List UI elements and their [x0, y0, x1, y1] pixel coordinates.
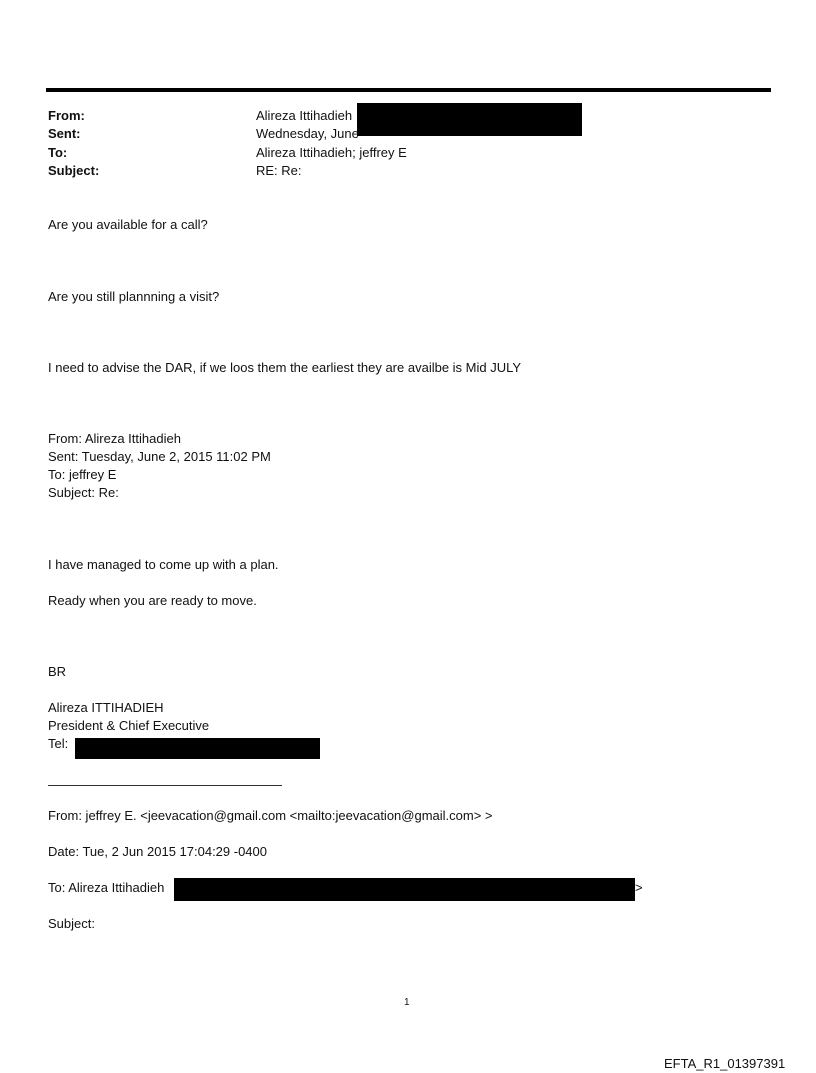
- quoted2-to-tail: >: [635, 880, 643, 895]
- document-id: EFTA_R1_01397391: [664, 1056, 786, 1071]
- from-value: Alireza Ittihadieh: [256, 108, 353, 123]
- header-top-rule: [46, 88, 771, 92]
- sent-label: Sent:: [48, 126, 81, 141]
- body-line: I need to advise the DAR, if we loos them the earliest they are availbe is Mid JULY: [48, 360, 522, 375]
- signature-br: BR: [48, 664, 67, 679]
- quoted2-date: Date: Tue, 2 Jun 2015 17:04:29 -0400: [48, 844, 268, 859]
- quoted-subject: Subject: Re:: [48, 485, 119, 500]
- quoted-from: From: Alireza Ittihadieh: [48, 431, 181, 446]
- quoted2-to: To: Alireza Ittihadieh: [48, 880, 165, 895]
- from-label: From:: [48, 108, 85, 123]
- to-label: To:: [48, 145, 68, 160]
- page-number: 1: [404, 997, 410, 1008]
- signature-title: President & Chief Executive: [48, 718, 210, 733]
- redaction-box: [75, 738, 320, 759]
- sent-value: Wednesday, June: [256, 126, 359, 141]
- body-line: Are you available for a call?: [48, 217, 208, 232]
- signature-name: Alireza ITTIHADIEH: [48, 700, 164, 715]
- signature-tel: Tel:: [48, 736, 69, 751]
- to-value: Alireza Ittihadieh; jeffrey E: [256, 145, 407, 160]
- quoted2-from: From: jeffrey E. <jeevacation@gmail.com <mailto:jeevacation@gmail.com> >: [48, 808, 493, 823]
- body-line: Are you still plannning a visit?: [48, 289, 220, 304]
- message-line: Ready when you are ready to move.: [48, 593, 257, 608]
- subject-label: Subject:: [48, 163, 100, 178]
- quoted-sent: Sent: Tuesday, June 2, 2015 11:02 PM: [48, 449, 271, 464]
- redaction-box: [357, 103, 582, 136]
- message-line: I have managed to come up with a plan.: [48, 557, 279, 572]
- redaction-box: [174, 878, 635, 901]
- quoted2-subject: Subject:: [48, 916, 95, 931]
- quoted-to: To: jeffrey E: [48, 467, 117, 482]
- subject-value: RE: Re:: [256, 163, 302, 178]
- separator-rule: [48, 785, 282, 786]
